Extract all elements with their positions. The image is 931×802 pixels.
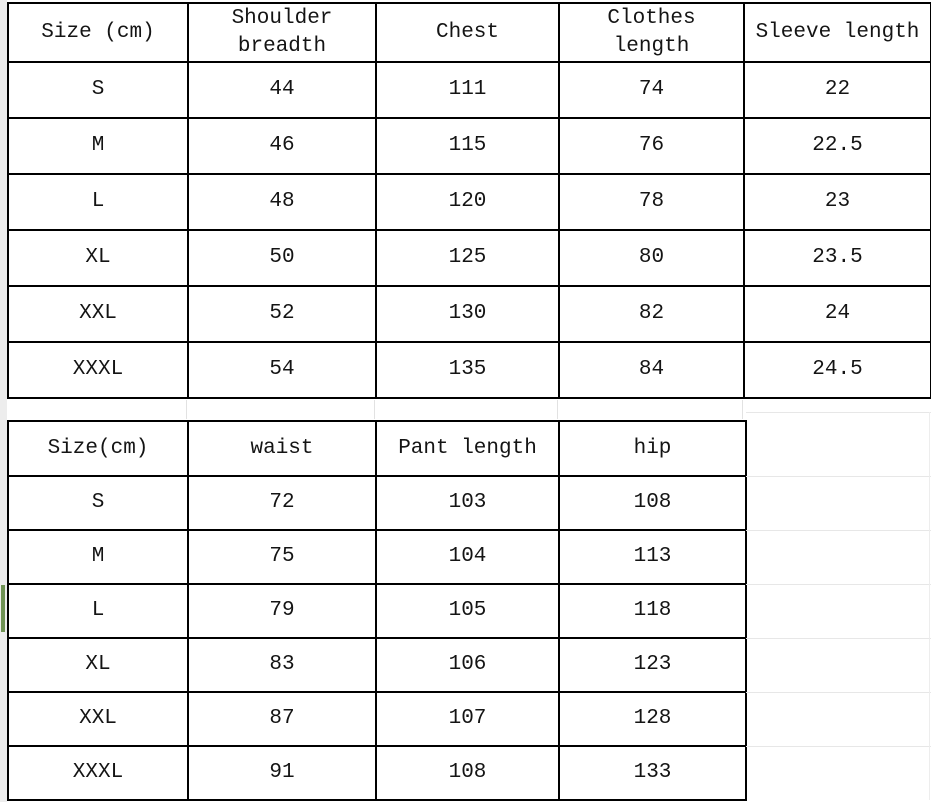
size-cell: XXL: [8, 286, 188, 342]
size-cell: S: [8, 62, 188, 118]
gap-gridline: [742, 400, 743, 419]
size-cell: M: [8, 118, 188, 174]
size-cell: M: [8, 530, 188, 584]
header-cell: Shoulder breadth: [188, 3, 376, 62]
table-row: [8, 476, 746, 530]
value-cell: 23.5: [744, 230, 931, 286]
size-cell: L: [8, 174, 188, 230]
value-cell: 107: [376, 692, 559, 746]
header-row: [8, 3, 931, 62]
faint-row-gridline: [746, 638, 931, 639]
faint-row-gridline: [746, 530, 931, 531]
value-cell: 103: [376, 476, 559, 530]
value-cell: 130: [376, 286, 559, 342]
table-row: [8, 286, 931, 342]
table-row: [8, 746, 746, 800]
value-cell: 24.5: [744, 342, 931, 398]
value-cell: 24: [744, 286, 931, 342]
value-cell: 23: [744, 174, 931, 230]
faint-row-gridline: [746, 584, 931, 585]
size-cell: XL: [8, 638, 188, 692]
value-cell: 82: [559, 286, 744, 342]
value-cell: 75: [188, 530, 376, 584]
value-cell: 118: [559, 584, 746, 638]
size-cell: XXXL: [8, 342, 188, 398]
value-cell: 80: [559, 230, 744, 286]
value-cell: 76: [559, 118, 744, 174]
value-cell: 72: [188, 476, 376, 530]
value-cell: 44: [188, 62, 376, 118]
value-cell: 84: [559, 342, 744, 398]
size-cell: L: [8, 584, 188, 638]
faint-column-gridline: [929, 412, 930, 800]
value-cell: 115: [376, 118, 559, 174]
left-margin-strip: [0, 0, 7, 802]
value-cell: 125: [376, 230, 559, 286]
value-cell: 123: [559, 638, 746, 692]
value-cell: 106: [376, 638, 559, 692]
table-row: [8, 530, 746, 584]
header-cell: waist: [188, 421, 376, 476]
value-cell: 105: [376, 584, 559, 638]
size-cell: XXL: [8, 692, 188, 746]
value-cell: 104: [376, 530, 559, 584]
gap-gridline: [557, 400, 558, 419]
value-cell: 22.5: [744, 118, 931, 174]
value-cell: 128: [559, 692, 746, 746]
table-row: [8, 692, 746, 746]
value-cell: 135: [376, 342, 559, 398]
value-cell: 46: [188, 118, 376, 174]
value-cell: 111: [376, 62, 559, 118]
selection-indicator: [1, 585, 5, 632]
size-cell: XXXL: [8, 746, 188, 800]
table-row: [8, 584, 746, 638]
value-cell: 52: [188, 286, 376, 342]
header-cell: hip: [559, 421, 746, 476]
value-cell: 87: [188, 692, 376, 746]
gap-gridline: [374, 400, 375, 419]
value-cell: 54: [188, 342, 376, 398]
value-cell: 120: [376, 174, 559, 230]
value-cell: 79: [188, 584, 376, 638]
value-cell: 133: [559, 746, 746, 800]
faint-row-gridline: [746, 692, 931, 693]
table-row: [8, 118, 931, 174]
header-cell: Chest: [376, 3, 559, 62]
shirt-size-table: [7, 2, 931, 399]
value-cell: 78: [559, 174, 744, 230]
size-cell: XL: [8, 230, 188, 286]
header-cell: Size(cm): [8, 421, 188, 476]
header-cell: Size (cm): [8, 3, 188, 62]
value-cell: 83: [188, 638, 376, 692]
value-cell: 108: [376, 746, 559, 800]
table-row: [8, 62, 931, 118]
faint-row-gridline: [746, 476, 931, 477]
faint-row-gridline: [746, 746, 931, 747]
value-cell: 74: [559, 62, 744, 118]
table-row: [8, 230, 931, 286]
value-cell: 22: [744, 62, 931, 118]
value-cell: 91: [188, 746, 376, 800]
faint-row-gridline: [746, 412, 931, 413]
value-cell: 108: [559, 476, 746, 530]
pants-size-table: [7, 420, 747, 801]
value-cell: 113: [559, 530, 746, 584]
header-cell: Pant length: [376, 421, 559, 476]
value-cell: 50: [188, 230, 376, 286]
size-cell: S: [8, 476, 188, 530]
header-cell: Clothes length: [559, 3, 744, 62]
header-row: [8, 421, 746, 476]
table-row: [8, 174, 931, 230]
table-row: [8, 342, 931, 398]
value-cell: 48: [188, 174, 376, 230]
gap-gridline: [186, 400, 187, 419]
header-cell: Sleeve length: [744, 3, 931, 62]
table-row: [8, 638, 746, 692]
